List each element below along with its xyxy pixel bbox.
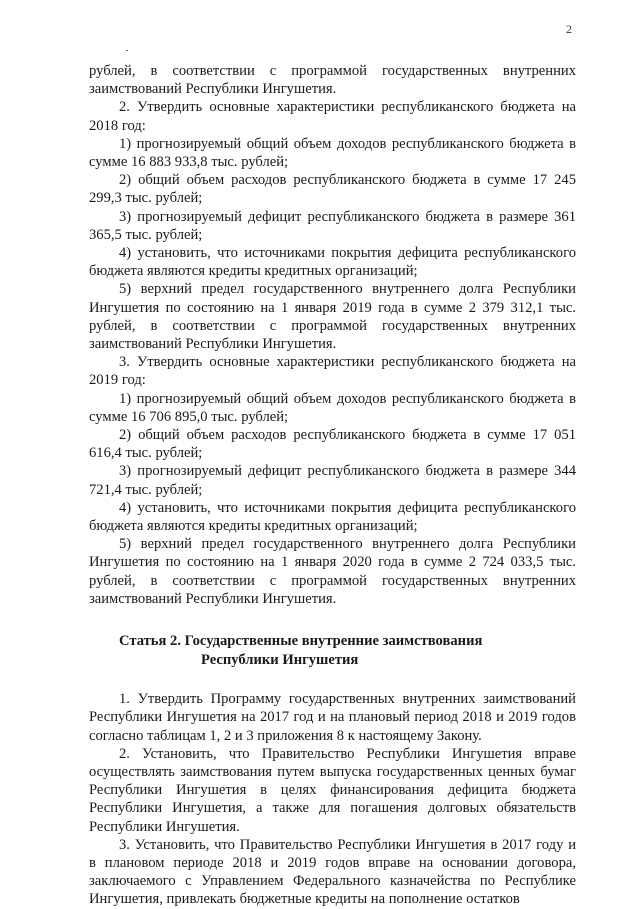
paragraph: 4) установить, что источниками покрытия дефицита республиканского бюджета являются кредиты кредитных организаций; (89, 245, 576, 280)
article-heading-line2: Республики Ингушетия (201, 652, 359, 669)
paragraph: 3) прогнозируемый дефицит республиканского бюджета в размере 344 721,4 тыс. рублей; (89, 463, 576, 498)
paragraph: 1. Утвердить Программу государственных внутренних заимствований Республики Ингушетия на 2017 год и на плановый период 2018 и 2019 годов согласно таблицам 1, 2 и 3 приложения 8 к настоящему Закону. (89, 691, 576, 744)
document-body (89, 62, 576, 909)
page-number: 2 (566, 22, 572, 36)
article-heading (89, 632, 576, 670)
article-heading-line1: Статья 2. Государственные внутренние заимствования (119, 633, 483, 650)
paragraph: 5) верхний предел государственного внутреннего долга Республики Ингушетия по состоянию на 1 января 2019 года в сумме 2 379 312,1 тыс. рублей, в соответствии с программой государственных внутренних заимствований Республики Ингушетия. (89, 281, 576, 353)
paragraph: 2) общий объем расходов республиканского бюджета в сумме 17 051 616,4 тыс. рублей; (89, 427, 576, 462)
paragraph: 2. Утвердить основные характеристики республиканского бюджета на 2018 год: (89, 99, 576, 134)
paragraphs-before (89, 62, 576, 608)
paragraph: 3. Установить, что Правительство Республики Ингушетия в 2017 году и в плановом периоде 2018 и 2019 годов вправе на основании договора, заключаемого с Управлением Федерального казначейства по Республике Ингушетия, привлекать бюджетные кредиты на пополнение остатков (89, 836, 576, 908)
paragraph: 5) верхний предел государственного внутреннего долга Республики Ингушетия по состоянию на 1 января 2020 года в сумме 2 724 033,5 тыс. рублей, в соответствии с программой государственных внутренних заимствований Республики Ингушетия. (89, 536, 576, 607)
paragraph: 3. Утвердить основные характеристики республиканского бюджета на 2019 год: (89, 354, 576, 389)
paragraph: рублей, в соответствии с программой государственных внутренних заимствований Республики Ингушетия. (89, 63, 576, 98)
stray-mark (126, 50, 128, 51)
paragraph: 3) прогнозируемый дефицит республиканского бюджета в размере 361 365,5 тыс. рублей; (89, 208, 576, 243)
paragraph: 1) прогнозируемый общий объем доходов республиканского бюджета в сумме 16 706 895,0 тыс. рублей; (89, 390, 576, 425)
paragraph: 2) общий объем расходов республиканского бюджета в сумме 17 245 299,3 тыс. рублей; (89, 172, 576, 207)
paragraph: 1) прогнозируемый общий объем доходов республиканского бюджета в сумме 16 883 933,8 тыс. рублей; (89, 135, 576, 171)
paragraph: 2. Установить, что Правительство Республики Ингушетия вправе осуществлять заимствования путем выпуска государственных ценных бумаг Республики Ингушетия в целях финансирования дефицита бюджета Республики Ингушетия, а также для погашения долговых обязательств Республики Ингушетия. (89, 745, 576, 835)
paragraphs-after (89, 690, 576, 908)
paragraph: 4) установить, что источниками покрытия дефицита республиканского бюджета являются кредиты кредитных организаций; (89, 499, 576, 535)
